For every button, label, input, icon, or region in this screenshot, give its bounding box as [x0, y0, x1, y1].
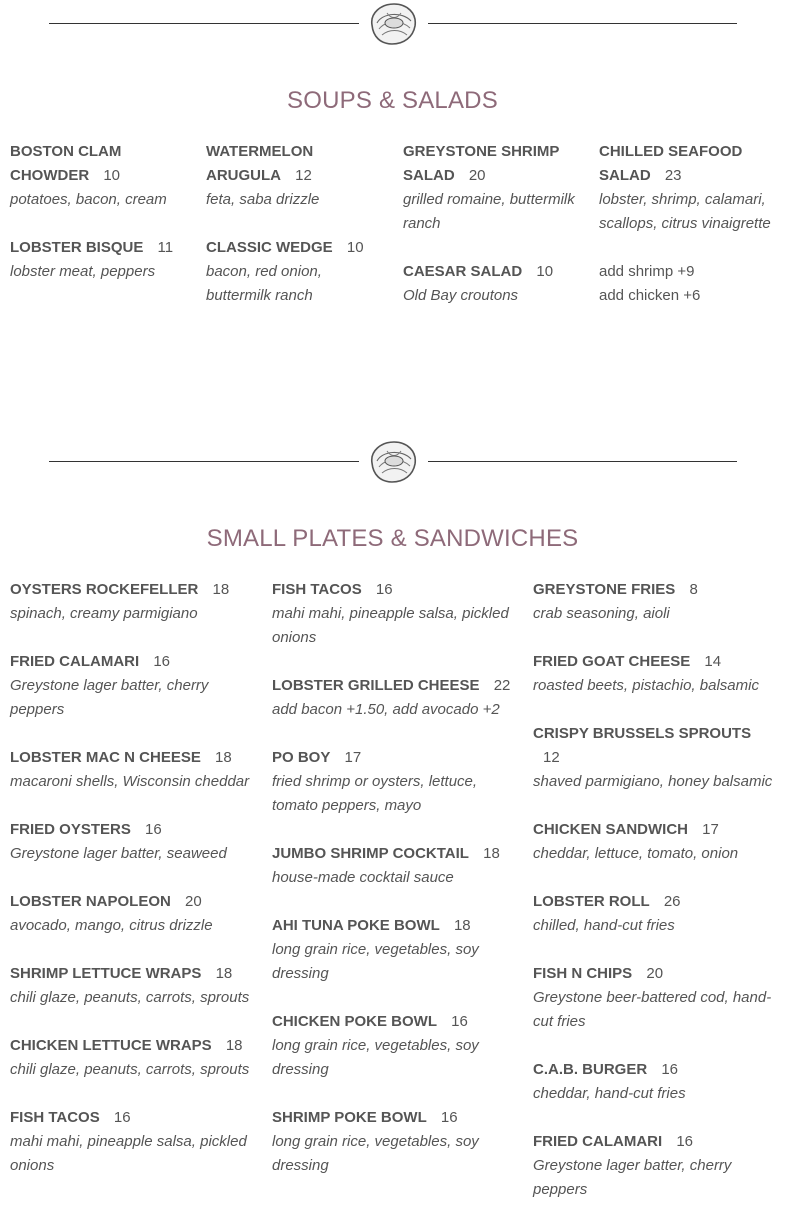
menu-item: [10, 650, 255, 722]
menu-item-description: fried shrimp or oysters, lettuce, tomato peppers, mayo: [272, 773, 478, 814]
menu-item-header: [206, 140, 386, 188]
soups-column-4: [599, 140, 779, 308]
menu-item-description: bacon, red onion, buttermilk ranch: [206, 263, 322, 304]
menu-item-header: [403, 140, 583, 188]
menu-item: [206, 236, 386, 308]
menu-item-description: Greystone lager batter, cherry peppers: [10, 677, 209, 718]
menu-item-name: FISH N CHIPS: [533, 965, 633, 982]
menu-item-name: FISH TACOS: [10, 1109, 100, 1126]
menu-item-header: [10, 890, 255, 914]
menu-item-header: [10, 962, 255, 986]
menu-item: [10, 578, 255, 626]
menu-item-header: [533, 578, 778, 602]
menu-item-price: 14: [704, 653, 722, 670]
menu-item-header: [533, 818, 778, 842]
menu-item: [272, 578, 517, 650]
menu-item-name: FRIED OYSTERS: [10, 821, 131, 838]
divider-line-right: [428, 461, 737, 462]
menu-item-description: long grain rice, vegetables, soy dressing: [272, 941, 479, 982]
menu-item-price: 16: [661, 1061, 679, 1078]
menu-item-price: 18: [225, 1037, 243, 1054]
menu-item-name: PO BOY: [272, 749, 331, 766]
menu-item-header: [10, 578, 255, 602]
menu-item-description: house-made cocktail sauce: [272, 869, 454, 886]
menu-item-price: 17: [344, 749, 362, 766]
menu-item-price: 17: [702, 821, 719, 838]
menu-item-header: [272, 1010, 517, 1034]
menu-item-name: FRIED GOAT CHEESE: [533, 653, 691, 670]
menu-item: [206, 140, 386, 212]
menu-item-header: [272, 674, 517, 698]
menu-item-price: 16: [676, 1133, 694, 1150]
menu-item-description: crab seasoning, aioli: [533, 605, 670, 622]
menu-item-name: CHILLED SEAFOOD SALAD: [599, 143, 743, 184]
menu-item-header: [10, 650, 255, 674]
menu-item-price: 23: [664, 167, 682, 184]
menu-item: [10, 236, 190, 284]
menu-item-name: LOBSTER MAC N CHEESE: [10, 749, 201, 766]
menu-item-price: 20: [185, 893, 202, 910]
menu-item-header: [533, 962, 778, 986]
menu-item-price: 18: [215, 965, 233, 982]
menu-item: [272, 674, 517, 722]
menu-item-header: [10, 236, 190, 260]
menu-item-name: FISH TACOS: [272, 581, 362, 598]
menu-item-name: CRISPY BRUSSELS SPROUTS: [533, 725, 752, 742]
divider-line-left: [49, 23, 359, 24]
menu-item: [10, 140, 190, 212]
soups-column-1: [10, 140, 190, 308]
section-title-soups: SOUPS & SALADS: [287, 87, 498, 114]
menu-item: [272, 842, 517, 890]
menu-item-price: 16: [440, 1109, 458, 1126]
menu-item-name: FRIED CALAMARI: [10, 653, 140, 670]
menu-item-description: macaroni shells, Wisconsin cheddar: [10, 773, 250, 790]
menu-item-name: WATERMELON ARUGULA: [206, 143, 314, 184]
menu-item: [272, 914, 517, 986]
menu-item-header: [10, 140, 190, 188]
section-divider-middle: [49, 438, 737, 488]
plates-column-2: [272, 578, 517, 1202]
menu-item-name: CHICKEN LETTUCE WRAPS: [10, 1037, 212, 1054]
plates-column-3: [533, 578, 778, 1226]
soups-column-2: [206, 140, 386, 332]
menu-item-price: 22: [493, 677, 511, 694]
menu-item: [533, 962, 778, 1034]
menu-item: [533, 650, 778, 698]
menu-item-price: 20: [646, 965, 664, 982]
plates-column-1: [10, 578, 255, 1202]
menu-item: [10, 818, 255, 866]
menu-item-header: [533, 722, 778, 770]
divider-line-right: [428, 23, 737, 24]
menu-item-description: Greystone lager batter, seaweed: [10, 845, 227, 862]
menu-item-description: roasted beets, pistachio, balsamic: [533, 677, 759, 694]
menu-item: [533, 578, 778, 626]
menu-item-header: [403, 260, 583, 284]
menu-item-description: chili glaze, peanuts, carrots, sprouts: [10, 1061, 250, 1078]
soups-column-3: [403, 140, 583, 332]
menu-item-description: avocado, mango, citrus drizzle: [10, 917, 213, 934]
menu-item: [533, 1130, 778, 1202]
menu-item-header: [10, 746, 255, 770]
menu-item-name: LOBSTER ROLL: [533, 893, 650, 910]
menu-item: [10, 962, 255, 1010]
menu-item-header: [533, 650, 778, 674]
menu-item-description: Greystone beer-battered cod, hand-cut fries: [533, 989, 772, 1030]
addon-note: add shrimp +9: [599, 263, 695, 280]
menu-item-price: 20: [468, 167, 486, 184]
menu-item-description: potatoes, bacon, cream: [10, 191, 167, 208]
menu-item: [272, 1010, 517, 1082]
menu-item-description: grilled romaine, buttermilk ranch: [403, 191, 575, 232]
menu-item-name: GREYSTONE SHRIMP SALAD: [403, 143, 560, 184]
menu-item-name: LOBSTER GRILLED CHEESE: [272, 677, 480, 694]
menu-item-header: [533, 890, 778, 914]
oyster-shell-icon: [367, 1, 419, 47]
menu-item: [533, 722, 778, 794]
menu-item: [533, 890, 778, 938]
menu-item-price: 18: [215, 749, 232, 766]
menu-item-name: CAESAR SALAD: [403, 263, 523, 280]
menu-item-name: OYSTERS ROCKEFELLER: [10, 581, 199, 598]
section-title-small-plates: SMALL PLATES & SANDWICHES: [206, 525, 579, 552]
menu-item: [10, 1034, 255, 1082]
menu-item-name: LOBSTER BISQUE: [10, 239, 144, 256]
menu-item-header: [10, 818, 255, 842]
menu-item: [599, 140, 779, 236]
menu-item-price: 10: [346, 239, 364, 256]
menu-item-price: 16: [153, 653, 171, 670]
menu-item: [272, 746, 517, 818]
menu-item-header: [272, 746, 517, 770]
menu-item-price: 16: [451, 1013, 468, 1030]
menu-item-price: 18: [212, 581, 230, 598]
menu-item: [403, 260, 583, 308]
menu-item-description: add bacon +1.50, add avocado +2: [272, 701, 500, 718]
menu-item-name: GREYSTONE FRIES: [533, 581, 676, 598]
menu-item-description: lobster meat, peppers: [10, 263, 156, 280]
menu-item-name: JUMBO SHRIMP COCKTAIL: [272, 845, 469, 862]
menu-item-description: spinach, creamy parmigiano: [10, 605, 198, 622]
menu-item-description: Greystone lager batter, cherry peppers: [533, 1157, 732, 1198]
menu-item-header: [10, 1034, 255, 1058]
menu-item-price: 16: [145, 821, 162, 838]
menu-item-description: Old Bay croutons: [403, 287, 519, 304]
menu-item-description: lobster, shrimp, calamari, scallops, citrus vinaigrette: [599, 191, 771, 232]
menu-item-name: CLASSIC WEDGE: [206, 239, 333, 256]
section-divider-top: [49, 0, 737, 50]
menu-item: [272, 1106, 517, 1178]
menu-item: [533, 1058, 778, 1106]
menu-item-description: feta, saba drizzle: [206, 191, 320, 208]
menu-item-description: long grain rice, vegetables, soy dressing: [272, 1133, 479, 1174]
menu-item: [10, 746, 255, 794]
menu-item-name: LOBSTER NAPOLEON: [10, 893, 171, 910]
menu-item-header: [10, 1106, 255, 1130]
addon-note: add chicken +6: [599, 287, 701, 304]
menu-item-price: 16: [375, 581, 393, 598]
menu-item-header: [272, 1106, 517, 1130]
menu-item-header: [272, 914, 517, 938]
menu-item-description: chilled, hand-cut fries: [533, 917, 675, 934]
menu-item-price: 8: [689, 581, 698, 598]
menu-item-description: chili glaze, peanuts, carrots, sprouts: [10, 989, 250, 1006]
menu-item-price: 10: [103, 167, 121, 184]
menu-item-description: cheddar, hand-cut fries: [533, 1085, 686, 1102]
divider-line-left: [49, 461, 359, 462]
menu-item-name: CHICKEN SANDWICH: [533, 821, 688, 838]
menu-item-name: C.A.B. BURGER: [533, 1061, 648, 1078]
menu-item: [10, 1106, 255, 1178]
menu-item-price: 26: [663, 893, 681, 910]
menu-item-header: [272, 842, 517, 866]
menu-item-header: [533, 1130, 778, 1154]
menu-item-price: 18: [483, 845, 500, 862]
menu-item-header: [206, 236, 386, 260]
menu-item-description: mahi mahi, pineapple salsa, pickled onions: [10, 1133, 247, 1174]
menu-item: [403, 140, 583, 236]
menu-item: [533, 818, 778, 866]
menu-item-header: [533, 1058, 778, 1082]
menu-item-price: 18: [453, 917, 471, 934]
menu-item-price: 16: [113, 1109, 131, 1126]
menu-item: [10, 890, 255, 938]
menu-item-name: CHICKEN POKE BOWL: [272, 1013, 437, 1030]
menu-item-name: SHRIMP LETTUCE WRAPS: [10, 965, 202, 982]
menu-item-name: BOSTON CLAM CHOWDER: [10, 143, 122, 184]
menu-item-price: 12: [295, 167, 312, 184]
menu-item-name: AHI TUNA POKE BOWL: [272, 917, 440, 934]
menu-item-description: mahi mahi, pineapple salsa, pickled onions: [272, 605, 509, 646]
menu-item-price: 12: [543, 749, 560, 766]
menu-item-description: shaved parmigiano, honey balsamic: [533, 773, 773, 790]
menu-item-header: [272, 578, 517, 602]
menu-item-header: [599, 140, 779, 188]
menu-item-name: FRIED CALAMARI: [533, 1133, 663, 1150]
oyster-shell-icon: [367, 439, 419, 485]
menu-item-description: long grain rice, vegetables, soy dressing: [272, 1037, 479, 1078]
menu-item-name: SHRIMP POKE BOWL: [272, 1109, 427, 1126]
menu-item-price: 10: [536, 263, 554, 280]
menu-item-description: cheddar, lettuce, tomato, onion: [533, 845, 739, 862]
menu-item-price: 11: [157, 239, 174, 256]
